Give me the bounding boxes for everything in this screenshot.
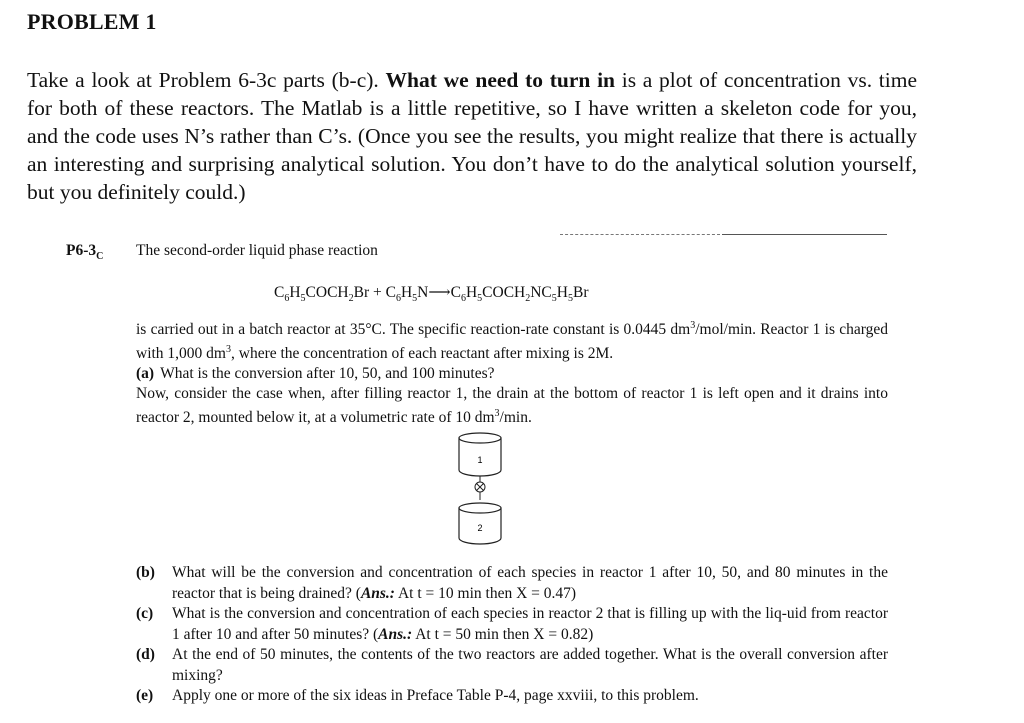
problem-body (136, 316, 888, 428)
problem-lead: The second-order liquid phase reaction (136, 242, 378, 259)
question-d: (d) At the end of 50 minutes, the contents of the two reactors are added together. What is the overall conversion after mixing? (136, 646, 888, 684)
product: $C_6H_5COCH_2NC_5H_5Br$ (450, 284, 589, 305)
question-b: (b) What will be the conversion and concentration of each species in reactor 1 after 10, 50, and 80 minutes in the reactor that is being drained? (Ans.: At t = 10 min then X = 0.47) (136, 564, 888, 602)
intro-text-2: is a plot of concentration vs. time for both of these reactors. The Matlab is a little repetitive, so I have written a skeleton code for you, and the code uses N’s rather than C’s. (Once you see the results, you might realize that there is actually an interesting and surprising analytical solution. You don’t have to do the analytical solution yourself, but you definitely could.) (27, 68, 917, 204)
question-list (136, 563, 888, 707)
problem-title: PROBLEM 1 (27, 9, 157, 34)
reactor-description: is carried out in a batch reactor at 35°C. The specific reaction-rate constant is 0.0445 $dm^3/mol/\min$. Reactor 1 is charged with 1,000 $dm^3$, where the concentration of each reactant after mixing is 2M. (136, 320, 888, 363)
solid-separator (722, 234, 887, 235)
question-e: (e) Apply one or more of the six ideas in Preface Table P-4, page xxviii, to this problem. (136, 687, 699, 704)
drain-valve-icon (475, 482, 485, 492)
reactor-diagram (455, 430, 505, 548)
question-a: (a) What is the conversion after 10, 50, and 100 minutes? (136, 365, 495, 383)
question-c: (c) What is the conversion and concentration of each species in reactor 2 that is filling up with the liq-uid from reactor 1 after 10 and after 50 minutes? (Ans.: At t = 50 min then X = 0.82) (136, 605, 888, 643)
intro-bold-text: What we need to turn in (385, 68, 616, 92)
intro-text-1: Take a look at Problem 6-3c parts (b-c). (27, 68, 386, 92)
plus-sign: + (369, 284, 386, 301)
reaction-equation (274, 283, 588, 304)
intro-paragraph (27, 66, 917, 206)
reactor-2-label: 2 (477, 523, 483, 533)
reactant-1: $C_6H_5COCH_2Br$ (274, 284, 370, 305)
problem-number: $P6-3_C$ (66, 242, 104, 263)
reaction-arrow: ⟶ (428, 284, 451, 301)
reactor-1-label: 1 (477, 455, 483, 465)
reactant-2: $C_6H_5N$ (385, 284, 429, 305)
drain-description: Now, consider the case when, after filling reactor 1, the drain at the bottom of reactor 1 is left open and it drains into reactor 2, mounted below it, at a volumetric rate of 10 $dm^3/\min$. (136, 385, 888, 427)
dashed-separator (560, 234, 720, 235)
